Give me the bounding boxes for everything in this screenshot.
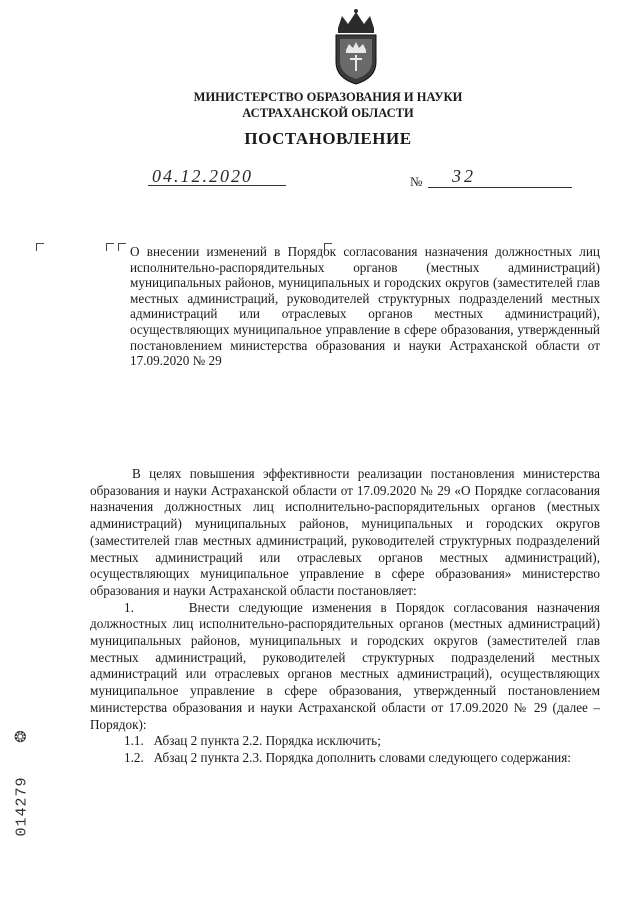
corner-mark — [118, 243, 126, 251]
item-1-1: 1.1. Абзац 2 пункта 2.2. Порядка исключить; — [124, 733, 381, 749]
item-1: 1. Внести следующие изменения в Порядок согласования назначения должностных лиц исполнительно-распорядительных органов (местных администраций) муниципальных районов, муниципальных и городских округов (заместителей глав местных администраций, руководителей структурных подразделений местных администраций или отраслевых органов местных администраций), осуществляющих муниципальное управление в сфере образования, утвержденный постановлением министерства образования и науки Астраханской области от 17.09.2020 № 29 (далее – Порядок): — [90, 599, 600, 732]
coat-of-arms-emblem — [328, 8, 384, 86]
corner-mark — [36, 243, 44, 251]
document-number: 32 — [452, 166, 476, 186]
ministry-name-line1: МИНИСТЕРСТВО ОБРАЗОВАНИЯ И НАУКИ — [193, 90, 463, 104]
date-underline — [148, 184, 286, 186]
corner-mark — [106, 243, 114, 251]
number-underline — [428, 186, 572, 188]
document-type: ПОСТАНОВЛЕНИЕ — [244, 129, 412, 148]
document-date: 04.12.2020 — [152, 166, 253, 186]
flower-icon: ❂ — [14, 730, 27, 746]
document-body — [90, 466, 600, 767]
item-1-2: 1.2. Абзац 2 пункта 2.3. Порядка дополнить словами следующего содержания: — [124, 749, 571, 765]
number-label: № — [410, 174, 423, 189]
ministry-name-line2: АСТРАХАНСКОЙ ОБЛАСТИ — [242, 106, 414, 120]
registration-number: 014279 — [13, 776, 31, 837]
preamble-paragraph: В целях повышения эффективности реализации постановления министерства образования и науки Астраханской области от 17.09.2020 № 29 «О Порядке согласования назначения должностных лиц исполнительно-распорядительных органов (местных администраций) муниципальных районов, муниципальных и городских округов (заместителей глав местных администраций, руководителей структурных подразделений местных администраций или отраслевых органов местных администраций), осуществляющих муниципальное управление в сфере образования» министерство образования и науки Астраханской области постановляет: — [90, 466, 600, 598]
document-subject: О внесении изменений в Порядок согласования назначения должностных лиц исполнительно-распорядительных органов (местных администраций) муниципальных районов, муниципальных и городских округов (заместителей глав местных администраций, руководителей структурных подразделений местных администраций или отраслевых органов местных администраций), осуществляющих муниципальное управление в сфере образования, утвержденный постановлением министерства образования и науки Астраханской области от 17.09.2020 № 29 — [130, 244, 600, 369]
